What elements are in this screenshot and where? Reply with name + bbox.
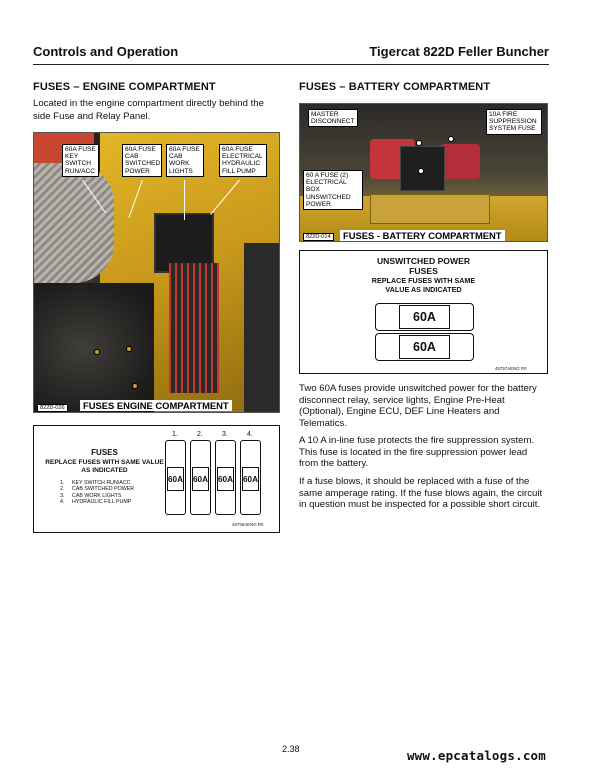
photo-engine-block (34, 283, 154, 413)
callout-fire-suppression-fuse: 10A FIRE SUPPRESSION SYSTEM FUSE (486, 109, 542, 135)
callout-electrical-box: 60 A FUSE (2) ELECTRICAL BOX UNSWITCHED POWER (303, 170, 363, 210)
engine-fuse-decal (33, 425, 280, 533)
header-divider (33, 64, 549, 65)
fuse-number: 4. (247, 431, 253, 438)
fuse-icon (215, 440, 236, 515)
decal-title: UNSWITCHED POWER FUSES (376, 256, 471, 276)
photo-code: 822D-014 (303, 233, 334, 241)
battery-section-title: FUSES – BATTERY COMPARTMENT (299, 81, 491, 93)
photo-code: 822D-026 (37, 404, 68, 412)
engine-intro-text: Located in the engine compartment directly behind the side Fuse and Relay Panel. (33, 98, 264, 122)
decal-subtitle: REPLACE FUSES WITH SAME VALUE AS INDICATED (45, 459, 164, 474)
machine-title: Tigercat 822D Feller Buncher (369, 44, 549, 59)
list-item: 3. CAB WORK LIGHTS (60, 492, 122, 499)
pointer-dot (418, 168, 424, 174)
photo-bolt (132, 383, 138, 389)
list-item: 2. CAB SWITCHED POWER (60, 486, 135, 493)
paragraph-unswitched-power: Two 60A fuses provide unswitched power for the battery disconnect relay, service lights, Engine Pre-Heat (Optional), Engine ECU, DEF Line Heaters and Telematics. (299, 383, 537, 429)
photo-caption: FUSES - BATTERY COMPARTMENT (340, 230, 505, 241)
photo-side-panel (244, 243, 280, 413)
fuse-rating: 60A (167, 467, 184, 491)
fuse-number: 1. (172, 431, 178, 438)
decal-code: 45757AENG R0 (495, 366, 527, 371)
paragraph-fuse-replacement: If a fuse blows, it should be replaced with a fuse of the same amperage rating. If the fuse blows again, the circuit in question must be inspected for a possible short circuit. (299, 476, 543, 511)
callout-fill-pump: 60A FUSE ELECTRICAL HYDRAULIC FILL PUMP (219, 144, 267, 177)
photo-caption: FUSES ENGINE COMPARTMENT (80, 400, 232, 411)
callout-master-disconnect: MASTER DISCONNECT (308, 109, 358, 127)
photo-bracket (370, 194, 490, 224)
decal-title: FUSES (91, 448, 118, 457)
decal-code: 45756AENG R0 (232, 522, 264, 527)
pointer-dot (416, 140, 422, 146)
fuse-rating: 60A (242, 467, 259, 491)
callout-work-lights: 60A FUSE CAB WORK LIGHTS (166, 144, 204, 177)
page-number: 2.38 (282, 744, 300, 754)
callout-key-switch: 60A FUSE KEY SWITCH RUN/ACC (62, 144, 99, 177)
fuse-number: 2. (197, 431, 203, 438)
pointer-dot (448, 136, 454, 142)
engine-compartment-photo (33, 132, 280, 413)
callout-cab-switched: 60A FUSE CAB SWITCHED POWER (122, 144, 162, 177)
decal-subtitle: REPLACE FUSES WITH SAME VALUE AS INDICATED (371, 276, 476, 294)
photo-bolt (126, 346, 132, 352)
fuse-icon (190, 440, 211, 515)
watermark: www.epcatalogs.com (406, 748, 546, 763)
fuse-rating: 60A (217, 467, 234, 491)
section-heading: Controls and Operation (33, 44, 179, 59)
fuse-icon (240, 440, 261, 515)
list-item: 4. HYDRAULIC FILL PUMP (60, 499, 132, 506)
fuse-number: 3. (222, 431, 228, 438)
photo-bolt (94, 349, 100, 355)
fuse-rating: 60A (399, 335, 450, 359)
fuse-icon (375, 333, 474, 361)
fuse-rating: 60A (192, 467, 209, 491)
engine-section-title: FUSES – ENGINE COMPARTMENT (33, 81, 216, 93)
decal-fuse-list (60, 480, 134, 506)
battery-fuse-decal (299, 250, 548, 374)
list-item: 1. KEY SWITCH RUN/ACC (60, 480, 131, 486)
photo-wiring (169, 263, 219, 393)
fuse-icon (375, 303, 474, 331)
photo-red-bracket (440, 144, 480, 179)
photo-muffler (34, 163, 114, 283)
battery-compartment-photo (299, 103, 548, 242)
fuse-icon (165, 440, 186, 515)
callout-leader (184, 180, 185, 220)
fuse-rating: 60A (399, 305, 450, 329)
paragraph-fire-suppression: A 10 A in-line fuse protects the fire suppression system. This fuse is located in the fire suppression power lead from the battery. (299, 435, 535, 470)
